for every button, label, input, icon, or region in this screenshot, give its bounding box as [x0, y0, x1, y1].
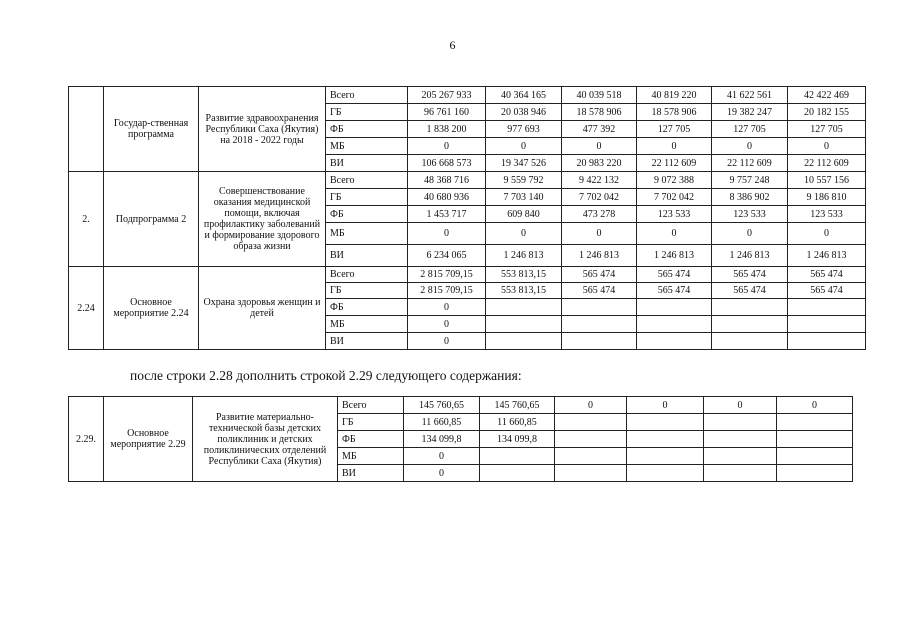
- amount-cell: [627, 414, 704, 431]
- addition-table-body: [69, 397, 853, 482]
- amount-cell: 473 278: [562, 206, 637, 223]
- amount-cell: 9 757 248: [712, 172, 788, 189]
- source-label: ГБ: [338, 414, 404, 431]
- amount-cell: 9 422 132: [562, 172, 637, 189]
- amount-cell: 1 246 813: [562, 245, 637, 267]
- amount-cell: [777, 431, 853, 448]
- amount-cell: [486, 333, 562, 350]
- amount-cell: 134 099,8: [404, 431, 480, 448]
- amount-cell: 42 422 469: [788, 87, 866, 104]
- amount-cell: 2 815 709,15: [408, 283, 486, 299]
- amount-cell: 20 182 155: [788, 104, 866, 121]
- row-title: Охрана здоровья женщин и детей: [199, 267, 326, 350]
- amount-cell: [788, 299, 866, 316]
- source-label: Всего: [338, 397, 404, 414]
- amount-cell: 0: [637, 223, 712, 245]
- source-label: ВИ: [326, 333, 408, 350]
- amount-cell: 123 533: [637, 206, 712, 223]
- amount-cell: 565 474: [562, 267, 637, 283]
- amount-cell: 134 099,8: [480, 431, 555, 448]
- amount-cell: 22 112 609: [637, 155, 712, 172]
- amount-cell: [486, 316, 562, 333]
- amount-cell: [562, 299, 637, 316]
- amount-cell: [480, 465, 555, 482]
- amount-cell: 553 813,15: [486, 267, 562, 283]
- amount-cell: 1 246 813: [712, 245, 788, 267]
- amount-cell: 127 705: [788, 121, 866, 138]
- amount-cell: 0: [404, 448, 480, 465]
- amount-cell: [627, 431, 704, 448]
- source-label: Всего: [326, 87, 408, 104]
- amount-cell: 9 559 792: [486, 172, 562, 189]
- amount-cell: 0: [404, 465, 480, 482]
- source-label: ФБ: [326, 299, 408, 316]
- amount-cell: 48 368 716: [408, 172, 486, 189]
- amount-cell: [777, 414, 853, 431]
- amount-cell: 11 660,85: [480, 414, 555, 431]
- amount-cell: 18 578 906: [562, 104, 637, 121]
- amount-cell: [627, 465, 704, 482]
- amount-cell: 11 660,85: [404, 414, 480, 431]
- amount-cell: 0: [562, 138, 637, 155]
- source-label: ГБ: [326, 104, 408, 121]
- amount-cell: [637, 333, 712, 350]
- amount-cell: [555, 448, 627, 465]
- amount-cell: 9 186 810: [788, 189, 866, 206]
- source-label: Всего: [326, 172, 408, 189]
- row-type: Основное мероприятие 2.24: [104, 267, 199, 350]
- amount-cell: 145 760,65: [404, 397, 480, 414]
- amount-cell: 40 819 220: [637, 87, 712, 104]
- source-label: ГБ: [326, 189, 408, 206]
- amount-cell: 0: [562, 223, 637, 245]
- amount-cell: [777, 448, 853, 465]
- amount-cell: 0: [555, 397, 627, 414]
- amount-cell: 609 840: [486, 206, 562, 223]
- amount-cell: 8 386 902: [712, 189, 788, 206]
- amount-cell: [555, 431, 627, 448]
- source-label: ФБ: [326, 206, 408, 223]
- amount-cell: 565 474: [712, 283, 788, 299]
- amount-cell: 565 474: [788, 267, 866, 283]
- amount-cell: 0: [777, 397, 853, 414]
- budget-table-body: [69, 87, 866, 350]
- amount-cell: 1 453 717: [408, 206, 486, 223]
- amount-cell: 10 557 156: [788, 172, 866, 189]
- amount-cell: [555, 465, 627, 482]
- source-label: Всего: [326, 267, 408, 283]
- amount-cell: 19 347 526: [486, 155, 562, 172]
- amount-cell: 6 234 065: [408, 245, 486, 267]
- addition-table: [68, 396, 853, 482]
- table-row: [69, 87, 866, 104]
- source-label: МБ: [326, 223, 408, 245]
- row-number: 2.24: [69, 267, 104, 350]
- table-row: [69, 172, 866, 189]
- amount-cell: 20 983 220: [562, 155, 637, 172]
- amount-cell: 145 760,65: [480, 397, 555, 414]
- row-type: Основное мероприятие 2.29: [104, 397, 193, 482]
- amount-cell: 123 533: [788, 206, 866, 223]
- amount-cell: 565 474: [637, 267, 712, 283]
- source-label: ВИ: [326, 155, 408, 172]
- amount-cell: [704, 414, 777, 431]
- amount-cell: 1 838 200: [408, 121, 486, 138]
- amount-cell: [712, 316, 788, 333]
- amount-cell: 1 246 813: [788, 245, 866, 267]
- amount-cell: 7 702 042: [562, 189, 637, 206]
- amount-cell: 0: [788, 223, 866, 245]
- amount-cell: 40 364 165: [486, 87, 562, 104]
- amount-cell: 0: [408, 299, 486, 316]
- amount-cell: 1 246 813: [637, 245, 712, 267]
- amount-cell: 20 038 946: [486, 104, 562, 121]
- amendment-note: после строки 2.28 дополнить строкой 2.29 следующего содержания:: [130, 368, 522, 383]
- amount-cell: [788, 333, 866, 350]
- page-number: 6: [449, 38, 456, 52]
- source-label: ГБ: [326, 283, 408, 299]
- amount-cell: 22 112 609: [712, 155, 788, 172]
- table-row: [69, 267, 866, 283]
- row-type: Государ-ственная программа: [104, 87, 199, 172]
- amount-cell: 977 693: [486, 121, 562, 138]
- amount-cell: 40 680 936: [408, 189, 486, 206]
- source-label: МБ: [338, 448, 404, 465]
- budget-table: [68, 86, 866, 350]
- amount-cell: [777, 465, 853, 482]
- amount-cell: [712, 299, 788, 316]
- amount-cell: 0: [408, 333, 486, 350]
- row-title: Развитие материально-технической базы детских поликлиник и детских поликлинических отделений Республики Саха (Якутия): [193, 397, 338, 482]
- row-type: Подпрограмма 2: [104, 172, 199, 267]
- row-number: [69, 87, 104, 172]
- amount-cell: 7 702 042: [637, 189, 712, 206]
- amount-cell: 0: [712, 223, 788, 245]
- amount-cell: 0: [637, 138, 712, 155]
- amount-cell: 565 474: [562, 283, 637, 299]
- amount-cell: 40 039 518: [562, 87, 637, 104]
- amount-cell: 7 703 140: [486, 189, 562, 206]
- amount-cell: 0: [408, 223, 486, 245]
- amount-cell: 22 112 609: [788, 155, 866, 172]
- amount-cell: [562, 316, 637, 333]
- amount-cell: [637, 316, 712, 333]
- amount-cell: 41 622 561: [712, 87, 788, 104]
- amount-cell: 0: [627, 397, 704, 414]
- amount-cell: 96 761 160: [408, 104, 486, 121]
- amount-cell: 127 705: [712, 121, 788, 138]
- amount-cell: 9 072 388: [637, 172, 712, 189]
- amount-cell: [486, 299, 562, 316]
- amount-cell: 123 533: [712, 206, 788, 223]
- amount-cell: [480, 448, 555, 465]
- amount-cell: [788, 316, 866, 333]
- source-label: ФБ: [338, 431, 404, 448]
- amount-cell: 0: [408, 316, 486, 333]
- row-number: 2.: [69, 172, 104, 267]
- amount-cell: 477 392: [562, 121, 637, 138]
- amount-cell: 18 578 906: [637, 104, 712, 121]
- row-number: 2.29.: [69, 397, 104, 482]
- amount-cell: 0: [712, 138, 788, 155]
- amount-cell: 553 813,15: [486, 283, 562, 299]
- amount-cell: [562, 333, 637, 350]
- table-row: [69, 397, 853, 414]
- source-label: ВИ: [326, 245, 408, 267]
- amount-cell: 0: [408, 138, 486, 155]
- source-label: ВИ: [338, 465, 404, 482]
- amount-cell: 106 668 573: [408, 155, 486, 172]
- amount-cell: [704, 431, 777, 448]
- amount-cell: 127 705: [637, 121, 712, 138]
- source-label: МБ: [326, 138, 408, 155]
- amount-cell: 0: [486, 223, 562, 245]
- source-label: МБ: [326, 316, 408, 333]
- amount-cell: [704, 465, 777, 482]
- row-title: Развитие здравоохранения Республики Саха (Якутия) на 2018 - 2022 годы: [199, 87, 326, 172]
- source-label: ФБ: [326, 121, 408, 138]
- amount-cell: 565 474: [712, 267, 788, 283]
- row-title: Совершенствование оказания медицинской помощи, включая профилактику заболеваний и формирование здорового образа жизни: [199, 172, 326, 267]
- amount-cell: [712, 333, 788, 350]
- amount-cell: 1 246 813: [486, 245, 562, 267]
- amount-cell: 205 267 933: [408, 87, 486, 104]
- amount-cell: [637, 299, 712, 316]
- amount-cell: [627, 448, 704, 465]
- amount-cell: [555, 414, 627, 431]
- amount-cell: 2 815 709,15: [408, 267, 486, 283]
- amount-cell: 565 474: [788, 283, 866, 299]
- amount-cell: 0: [704, 397, 777, 414]
- amount-cell: 0: [486, 138, 562, 155]
- amount-cell: 19 382 247: [712, 104, 788, 121]
- amount-cell: 0: [788, 138, 866, 155]
- amount-cell: [704, 448, 777, 465]
- amount-cell: 565 474: [637, 283, 712, 299]
